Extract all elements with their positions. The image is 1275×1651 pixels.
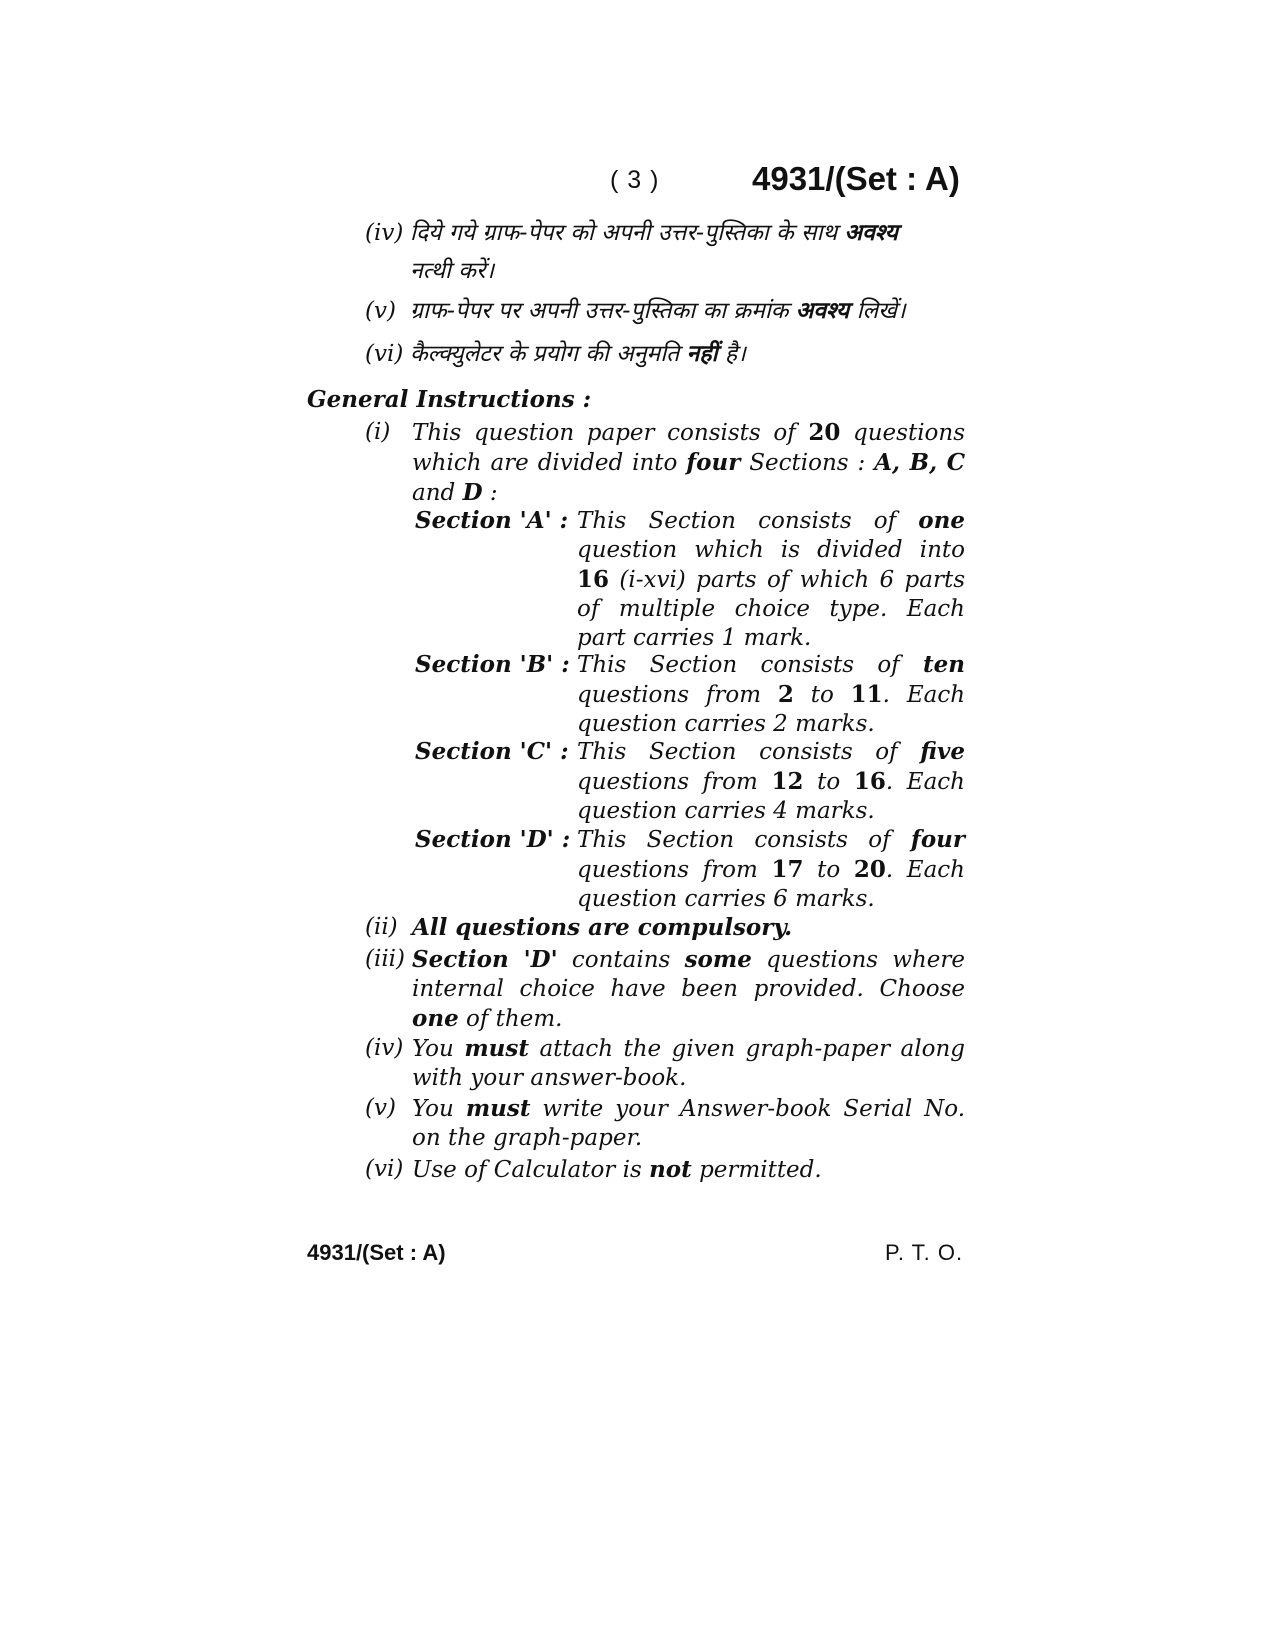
instruction-v: (v) You must write your Answer-book Serial No. on the graph-paper.	[365, 1095, 966, 1151]
hindi-instruction-v: (v) ग्राफ-पेपर पर अपनी उत्तर-पुस्तिका का क्रमांक अवश्य लिखें।	[365, 298, 906, 324]
instruction-vi: (vi) Use of Calculator is not permitted.	[365, 1156, 822, 1183]
please-turn-over: P. T. O.	[885, 1240, 964, 1265]
general-instructions-heading: General Instructions :	[307, 386, 592, 413]
paper-code-footer: 4931/(Set : A)	[307, 1240, 446, 1265]
instruction-iii: (iii) Section 'D' contains some questions where internal choice have been provided. Choose one of them.	[365, 946, 966, 1032]
section-c-description: Section 'C' : This Section consists of five questions from 12 to 16. Each question carries 4 marks.	[415, 738, 965, 824]
hindi-instruction-vi: (vi) कैल्क्युलेटर के प्रयोग की अनुमति नहीं है।	[365, 341, 746, 367]
section-b-description: Section 'B' : This Section consists of ten questions from 2 to 11. Each question carries 2 marks.	[415, 651, 966, 737]
instruction-iv: (iv) You must attach the given graph-paper along with your answer-book.	[365, 1035, 966, 1091]
instruction-ii: (ii) All questions are compulsory.	[365, 914, 793, 941]
paper-code-header: 4931/(Set : A)	[752, 160, 960, 197]
instruction-i: (i) This question paper consists of 20 questions which are divided into four Sections : A, B, C and D :	[365, 419, 966, 506]
page-number: ( 3 )	[610, 166, 660, 194]
section-a-description: Section 'A' : This Section consists of one question which is divided into 16 (i-xvi) parts of which 6 parts of multiple choice type. Each part carries 1 mark.	[415, 507, 966, 651]
section-d-description: Section 'D' : This Section consists of four questions from 17 to 20. Each question carries 6 marks.	[415, 826, 965, 912]
hindi-instruction-iv: (iv) दिये गये ग्राफ-पेपर को अपनी उत्तर-पुस्तिका के साथ अवश्य नत्थी करें।	[365, 220, 899, 284]
